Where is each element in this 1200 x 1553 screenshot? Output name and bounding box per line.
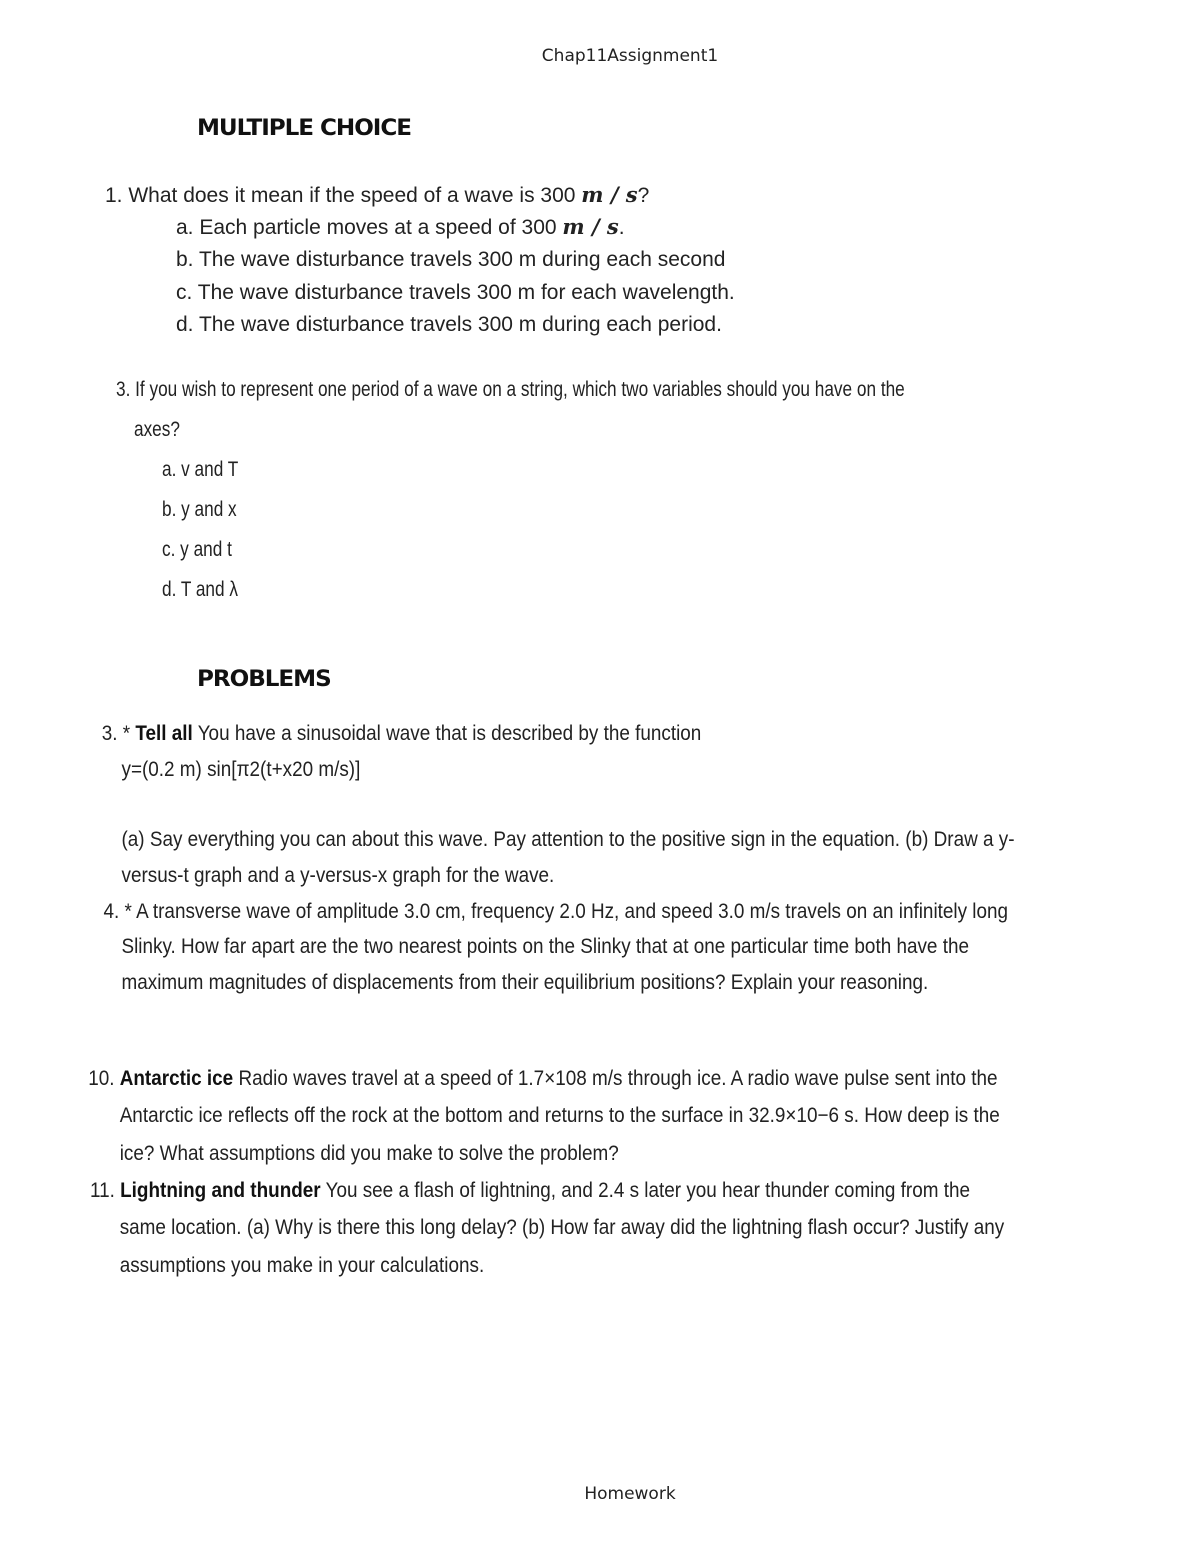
question-3-mc-option-b: b. y and x [162,498,237,521]
option-a-text: a. Each particle moves at a speed of 300 [176,216,557,239]
problem-10-line-2: Antarctic ice reflects off the rock at the bottom and returns to the surface in 32.9×10−6 s. How deep is the [119,1104,1000,1127]
option-a-unit: m / s [562,214,619,239]
question-3-mc-stem-line-1: 3. If you wish to represent one period of a wave on a string, which two variables should you have on the [116,378,905,401]
problem-11-title: Lightning and thunder [120,1179,321,1202]
problem-10-number: 10. [88,1067,115,1090]
problem-10-text: Radio waves travel at a speed of 1.7×108 m/s through ice. A radio wave pulse sent into the [238,1067,998,1090]
question-1-stem-text: 1. What does it mean if the speed of a wave is 300 [105,184,576,207]
question-1-option-a [176,210,625,244]
problem-10-line-1 [88,1061,997,1097]
problem-3-line-1 [102,716,702,752]
question-1-option-d: d. The wave disturbance travels 300 m during each period. [176,313,722,336]
problem-3-number: 3. * [101,722,131,745]
question-3-mc-option-d: d. T and λ [162,578,238,601]
question-1-stem-unit: m / s [581,182,638,207]
question-1-option-b: b. The wave disturbance travels 300 m during each second [176,248,726,271]
question-3-mc-option-c: c. y and t [162,538,232,561]
problem-3-part-1: (a) Say everything you can about this wave. Pay attention to the positive sign in the equation. (b) Draw a y- [121,828,1015,851]
problem-11-line-2: same location. (a) Why is there this long delay? (b) How far away did the lightning flash occur? Justify any [119,1216,1005,1239]
question-1-stem-mark: ? [637,184,650,207]
problem-3-title: Tell all [135,722,193,745]
problem-4-line-2: Slinky. How far apart are the two nearest points on the Slinky that at one particular time both have the [121,935,969,958]
problem-3-text: You have a sinusoidal wave that is described by the function [197,722,702,745]
problem-4-line-1: 4. * A transverse wave of amplitude 3.0 cm, frequency 2.0 Hz, and speed 3.0 m/s travels on an infinitely long [103,900,1009,923]
question-1-stem [105,178,649,212]
problem-10-title: Antarctic ice [119,1067,234,1090]
problem-11-line-3: assumptions you make in your calculations. [119,1254,485,1277]
problem-3-part-2: versus-t graph and a y-versus-x graph for the wave. [121,864,555,887]
option-a-period: . [618,216,625,239]
problem-11-line-1 [90,1173,970,1209]
problem-11-text: You see a flash of lightning, and 2.4 s later you hear thunder coming from the [325,1179,970,1202]
page-header: Chap11Assignment1 [541,46,719,66]
problem-4-line-3: maximum magnitudes of displacements from their equilibrium positions? Explain your reasoning. [121,971,929,994]
section-title-multiple-choice: MULTIPLE CHOICE [197,116,411,141]
question-3-mc-stem-line-2: axes? [134,418,180,441]
problem-10-line-3: ice? What assumptions did you make to solve the problem? [119,1142,619,1165]
section-title-problems: PROBLEMS [197,667,331,692]
question-3-mc-option-a: a. v and T [162,458,239,481]
page-footer: Homework [584,1484,676,1504]
problem-3-equation: y=(0.2 m) sin[π2(t+x20 m/s)] [121,758,361,781]
question-1-option-c: c. The wave disturbance travels 300 m for each wavelength. [176,281,735,304]
problem-11-number: 11. [90,1179,115,1202]
